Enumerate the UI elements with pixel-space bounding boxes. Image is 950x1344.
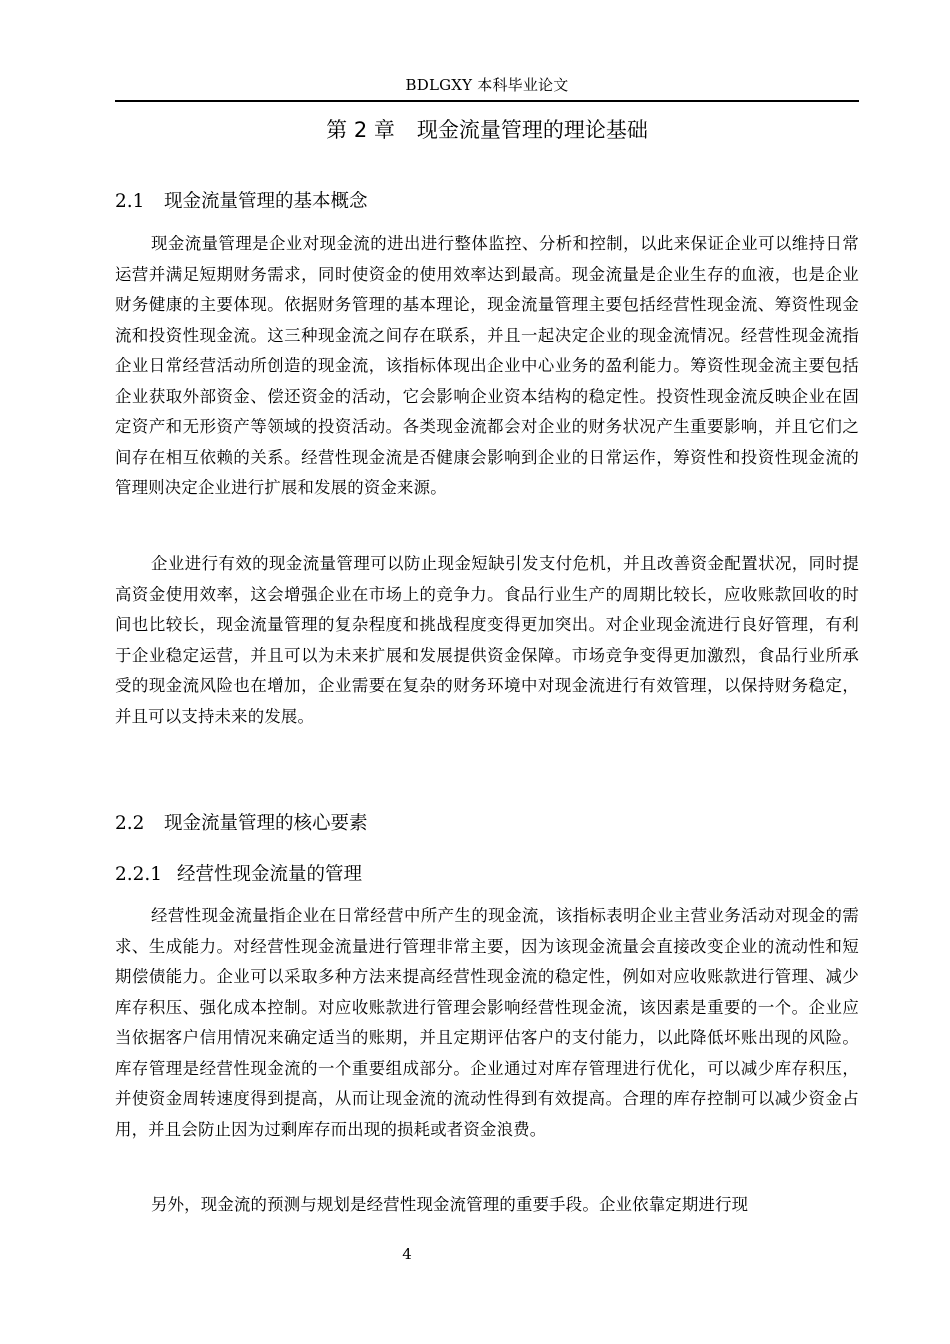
- running-header: BDLGXY 本科毕业论文: [405, 76, 569, 94]
- section-number: 2.1: [115, 191, 145, 212]
- chapter-title: [115, 113, 859, 147]
- paragraph: 另外，现金流的预测与规划是经营性现金流管理的重要手段。企业依靠定期进行现: [151, 1195, 749, 1214]
- section-number: 2.2: [115, 813, 145, 834]
- section-heading-2-1: [115, 187, 859, 217]
- section-heading-2-2: [115, 809, 859, 839]
- paragraph: 企业进行有效的现金流量管理可以防止现金短缺引发支付危机，并且改善资金配置状况，同时提高资金使用效率，这会增强企业在市场上的竞争力。食品行业生产的周期比较长，应收账款回收的时间也比较长，现金流量管理的复杂程度和挑战程度变得更加突出。对企业现金流进行良好管理，有利于企业稳定运营，并且可以为未来扩展和发展提供资金保障。市场竞争变得更加激烈，食品行业所承受的现金流风险也在增加，企业需要在复杂的财务环境中对现金流进行有效管理，以保持财务稳定，并且可以支持未来的发展。: [115, 554, 859, 726]
- chapter-title-text: 现金流量管理的理论基础: [416, 118, 648, 142]
- chapter-number: 第 2 章: [326, 118, 395, 142]
- section-title: 现金流量管理的基本概念: [164, 191, 368, 212]
- page-number: 4: [402, 1245, 412, 1263]
- header-rule: [115, 100, 859, 102]
- section-title: 现金流量管理的核心要素: [164, 813, 368, 834]
- paragraph: 经营性现金流量指企业在日常经营中所产生的现金流，该指标表明企业主营业务活动对现金的需求、生成能力。对经营性现金流量进行管理非常主要，因为该现金流量会直接改变企业的流动性和短期偿债能力。企业可以采取多种方法来提高经营性现金流的稳定性，例如对应收账款进行管理、减少库存积压、强化成本控制。对应收账款进行管理会影响经营性现金流，该因素是重要的一个。企业应当依据客户信用情况来确定适当的账期，并且定期评估客户的支付能力，以此降低坏账出现的风险。库存管理是经营性现金流的一个重要组成部分。企业通过对库存管理进行优化，可以减少库存积压，并使资金周转速度得到提高，从而让现金流的流动性得到有效提高。合理的库存控制可以减少资金占用，并且会防止因为过剩库存而出现的损耗或者资金浪费。: [115, 906, 859, 1139]
- subsection-heading-2-2-1: [115, 860, 859, 890]
- paragraph: 现金流量管理是企业对现金流的进出进行整体监控、分析和控制，以此来保证企业可以维持日常运营并满足短期财务需求，同时使资金的使用效率达到最高。现金流量是企业生存的血液，也是企业财务健康的主要体现。依据财务管理的基本理论，现金流量管理主要包括经营性现金流、筹资性现金流和投资性现金流。这三种现金流之间存在联系，并且一起决定企业的现金流情况。经营性现金流指企业日常经营活动所创造的现金流，该指标体现出企业中心业务的盈利能力。筹资性现金流主要包括企业获取外部资金、偿还资金的活动，它会影响企业资本结构的稳定性。投资性现金流反映企业在固定资产和无形资产等领域的投资活动。各类现金流都会对企业的财务状况产生重要影响，并且它们之间存在相互依赖的关系。经营性现金流是否健康会影响到企业的日常运作，筹资性和投资性现金流的管理则决定企业进行扩展和发展的资金来源。: [115, 234, 859, 497]
- subsection-title: 经营性现金流量的管理: [177, 864, 363, 885]
- subsection-number: 2.2.1: [115, 864, 163, 885]
